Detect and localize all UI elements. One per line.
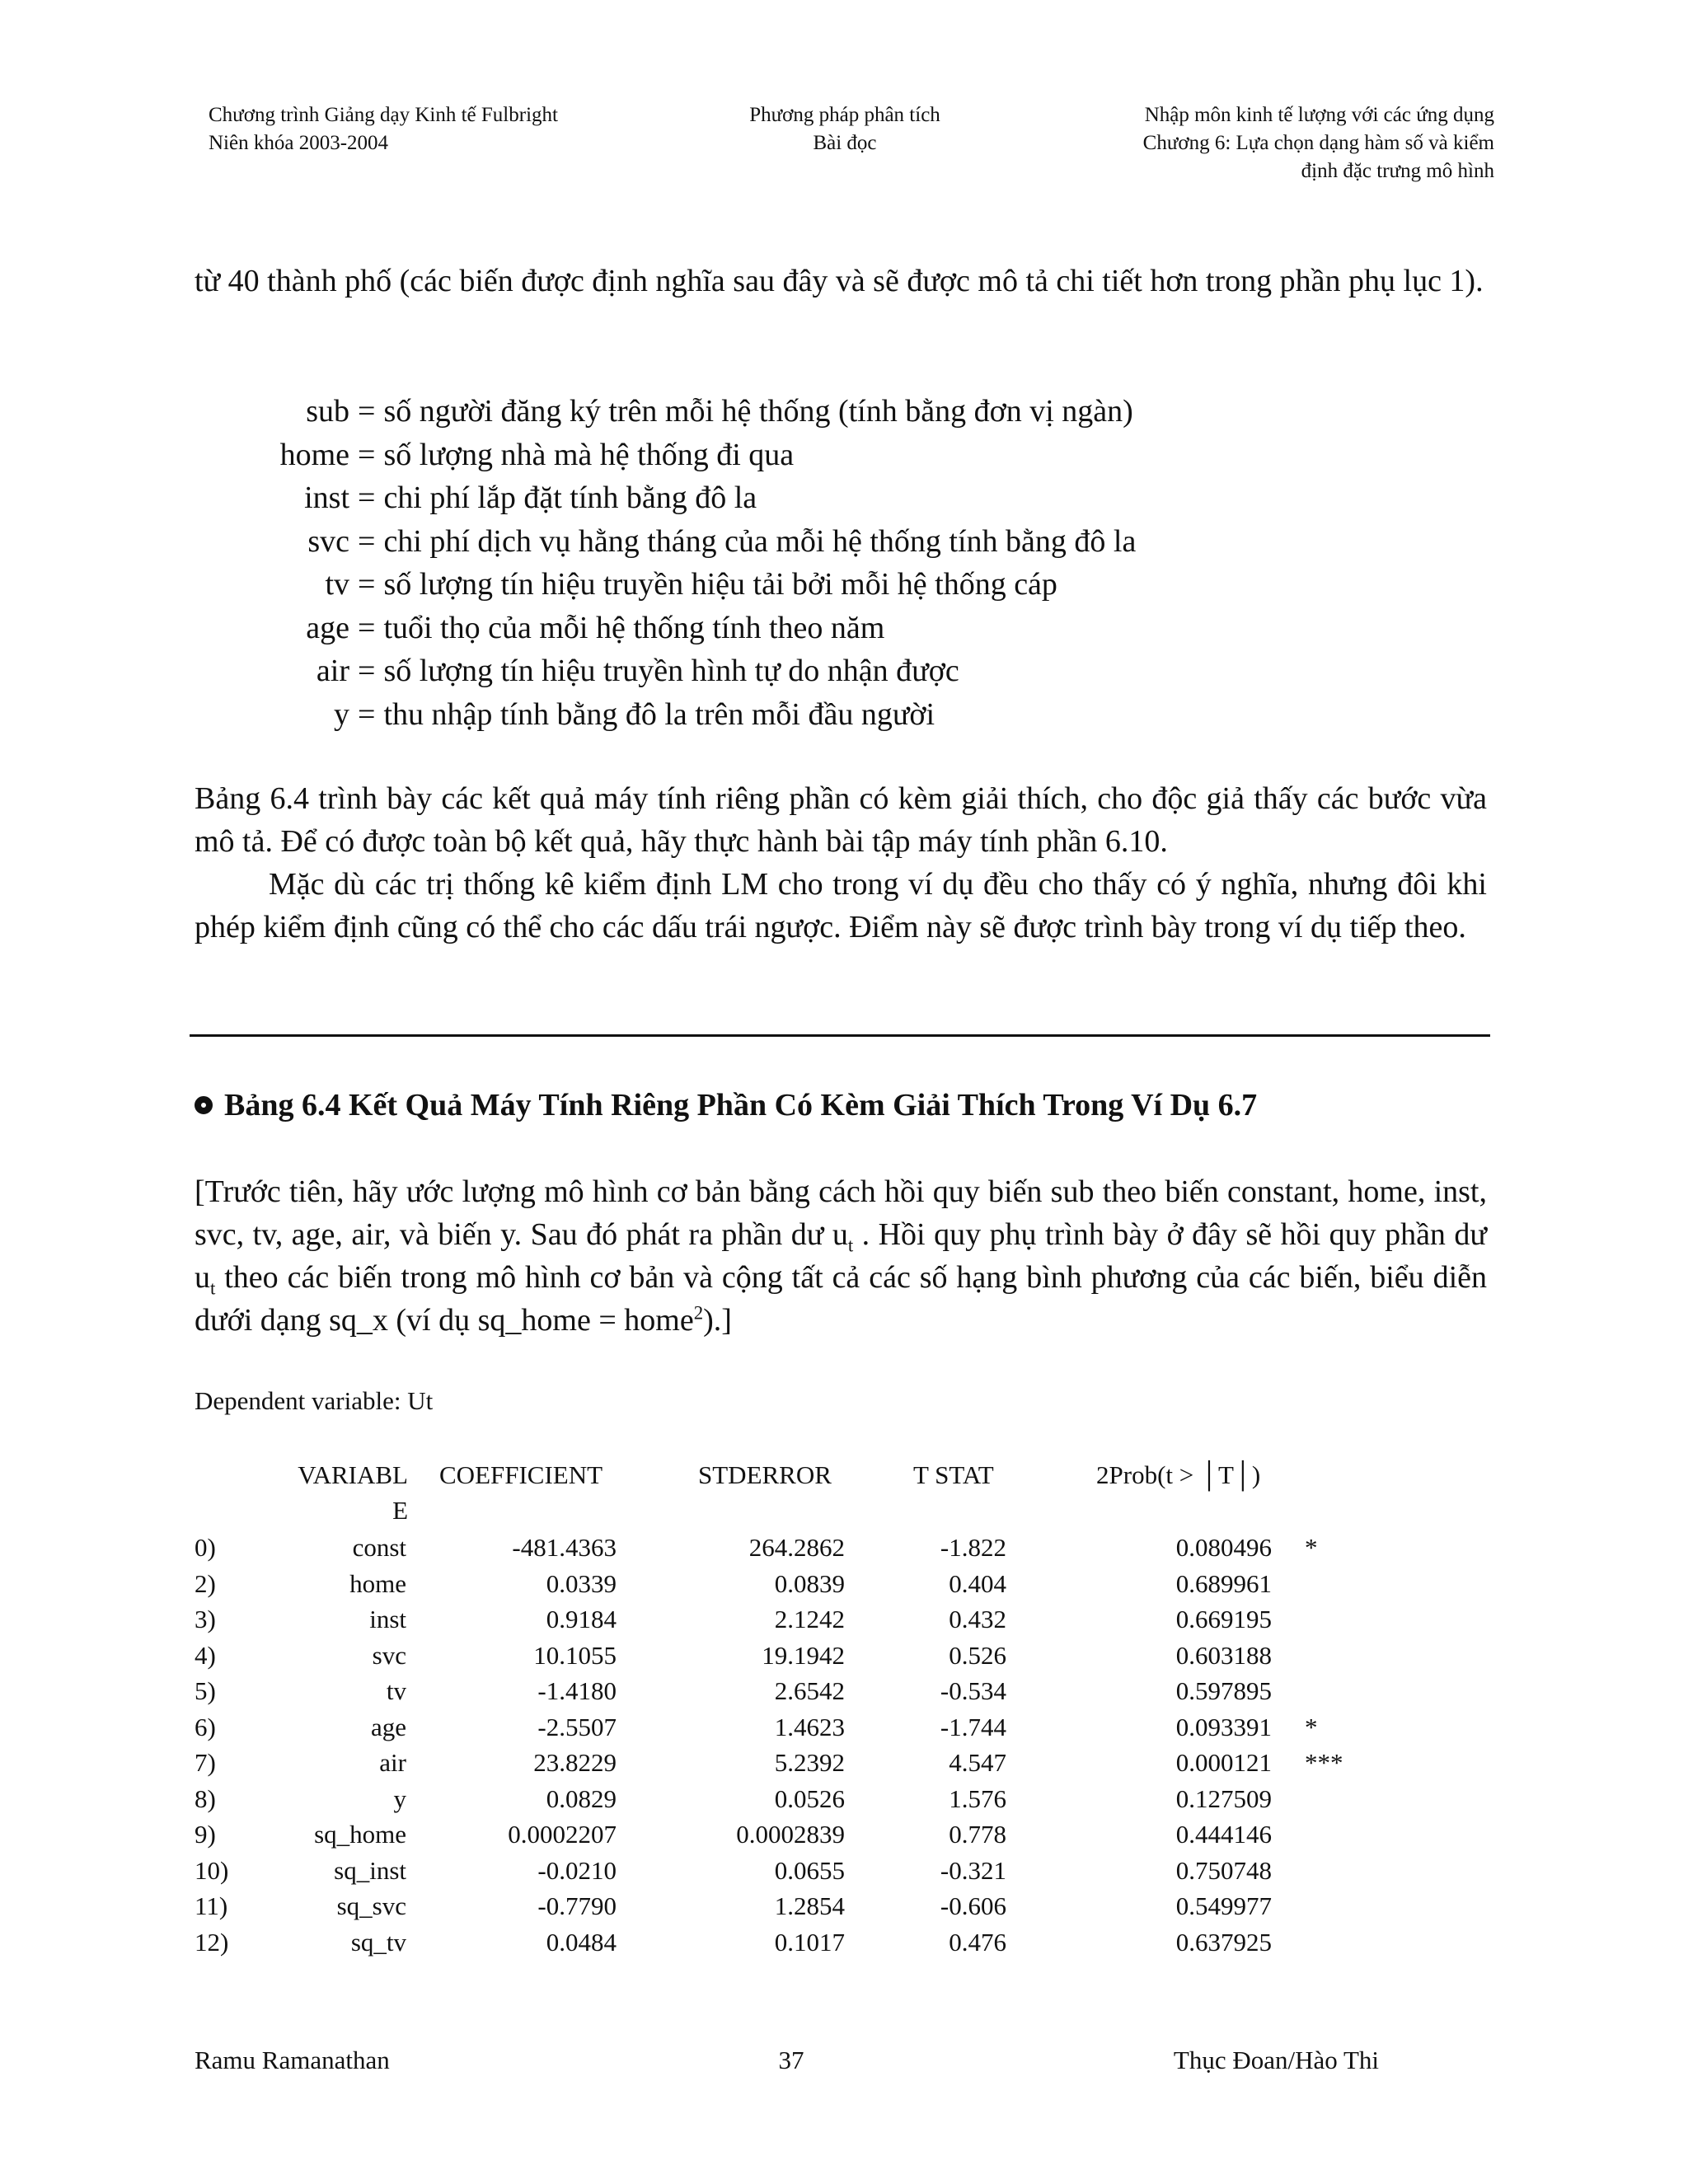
tstat-value: 0.404 [949, 1568, 1006, 1598]
note-text-3: theo các biến trong mô hình cơ bản và cộng tất cả các số hạng bình phương của các biến, biểu diễn dưới dạng sq_x (ví dụ sq_home = home [195, 1260, 1487, 1338]
row-index: 5) [195, 1676, 216, 1705]
row-index: 2) [195, 1568, 216, 1598]
variable-name: svc [372, 1640, 406, 1670]
definition-equals: = [358, 610, 376, 645]
paragraph-table-reference: Bảng 6.4 trình bày các kết quả máy tính riêng phần có kèm giải thích, cho độc giả thấy các bước vừa mô tả. Để có được toàn bộ kết quả, hãy thực hành bài tập máy tính phần 6.10. [195, 781, 1487, 859]
definition-row [195, 520, 1136, 564]
coefficient-value: 0.9184 [546, 1605, 617, 1633]
definition-row [195, 476, 1136, 520]
coefficient-value: 0.0484 [546, 1927, 617, 1957]
row-index: 4) [195, 1640, 216, 1670]
table-title-text: Bảng 6.4 Kết Quả Máy Tính Riêng Phần Có Kèm Giải Thích Trong Ví Dụ 6.7 [224, 1088, 1258, 1122]
variable-name: y [393, 1783, 406, 1813]
significance-marker: * [1305, 1533, 1318, 1562]
stderror-value: 0.0839 [774, 1568, 845, 1598]
coefficient-value: 0.0002207 [508, 1820, 617, 1849]
tstat-value: 0.476 [949, 1927, 1006, 1957]
prob-value: 0.549977 [1175, 1891, 1272, 1920]
definition-equals: = [358, 480, 376, 515]
table-row [0, 1709, 1688, 1746]
prob-value: 0.750748 [1175, 1855, 1272, 1885]
col-header-coefficient: COEFFICIENT [439, 1460, 603, 1489]
definition-description: tuổi thọ của mỗi hệ thống tính theo năm [383, 610, 885, 645]
stderror-value: 0.1017 [774, 1927, 845, 1957]
variable-definitions [195, 390, 1136, 736]
prob-value: 0.080496 [1175, 1533, 1272, 1562]
definition-equals: = [358, 567, 376, 602]
col-header-prob: 2Prob(t > │T│) [1096, 1460, 1261, 1489]
stderror-value: 1.2854 [774, 1891, 845, 1920]
variable-name: const [352, 1533, 406, 1562]
row-index: 6) [195, 1712, 216, 1741]
header-reading: Bài đọc [813, 132, 877, 154]
row-index: 11) [195, 1891, 228, 1920]
coefficient-value: -481.4363 [512, 1533, 617, 1562]
col-header-stderror: STDERROR [698, 1460, 832, 1489]
prob-value: 0.127509 [1175, 1783, 1272, 1813]
table-row [0, 1888, 1688, 1924]
definition-row [195, 649, 1136, 693]
definition-row [195, 434, 1136, 477]
tstat-value: -0.321 [940, 1855, 1006, 1885]
definition-row [195, 693, 1136, 737]
definition-equals: = [358, 696, 376, 732]
row-index: 12) [195, 1927, 229, 1957]
definition-description: chi phí dịch vụ hằng tháng của mỗi hệ thống tính bằng đô la [383, 523, 1137, 559]
footer-author: Ramu Ramanathan [195, 2046, 390, 2074]
header-academic-year: Niên khóa 2003-2004 [209, 132, 389, 154]
definition-description: số lượng tín hiệu truyền hình tự do nhận được [383, 654, 959, 688]
header-book-title: Nhập môn kinh tế lượng với các ứng dụng [1144, 104, 1494, 126]
definition-variable: svc [307, 523, 349, 559]
definition-equals: = [358, 654, 376, 688]
table-row [0, 1638, 1688, 1674]
significance-marker: * [1305, 1712, 1318, 1741]
definition-variable: home [279, 437, 349, 472]
definition-description: thu nhập tính bằng đô la trên mỗi đầu người [383, 696, 935, 732]
definition-variable: sub [306, 394, 349, 429]
variable-name: home [349, 1568, 406, 1598]
stderror-value: 0.0526 [774, 1783, 845, 1813]
variable-name: age [370, 1712, 406, 1741]
variable-name: sq_svc [336, 1891, 406, 1920]
note-text-1: [Trước tiên, hãy ước lượng mô hình cơ bản bằng cách hồi quy biến sub theo biến constant, home, inst, svc, tv, age, air, và biến y. Sau đó phát ra phần dư u [195, 1174, 1487, 1252]
prob-value: 0.597895 [1175, 1676, 1272, 1705]
header-chapter-cont: định đặc trưng mô hình [1301, 160, 1494, 182]
definition-equals: = [358, 394, 376, 429]
coefficient-value: 0.0829 [546, 1783, 617, 1813]
header-left [209, 101, 558, 157]
stderror-value: 0.0002839 [736, 1820, 845, 1849]
tstat-value: -0.606 [940, 1891, 1006, 1920]
note-text-4: ).] [703, 1303, 732, 1338]
definition-row [195, 563, 1136, 607]
tstat-value: -1.822 [940, 1533, 1006, 1562]
table-row [0, 1566, 1688, 1602]
row-index: 3) [195, 1605, 216, 1633]
tstat-value: 0.432 [949, 1605, 1006, 1633]
prob-value: 0.444146 [1175, 1820, 1272, 1849]
header-course: Phương pháp phân tích [749, 104, 940, 126]
regression-table [0, 1530, 1688, 1975]
table-row [0, 1673, 1688, 1709]
definition-description: số lượng nhà mà hệ thống đi qua [383, 437, 795, 472]
row-index: 8) [195, 1783, 216, 1813]
coefficient-value: -0.0210 [537, 1855, 617, 1885]
variable-name: inst [369, 1605, 406, 1633]
col-header-tstat: T STAT [913, 1460, 994, 1489]
coefficient-value: -2.5507 [537, 1712, 617, 1741]
header-chapter: Chương 6: Lựa chọn dạng hàm số và kiểm [1142, 132, 1494, 154]
tstat-value: -1.744 [940, 1712, 1006, 1741]
prob-value: 0.669195 [1175, 1605, 1272, 1633]
paragraph-lm-test-text: Mặc dù các trị thống kê kiểm định LM cho trong ví dụ đều cho thấy có ý nghĩa, nhưng đôi khi phép kiểm định cũng có thể cho các dấu trái ngược. Điểm này sẽ được trình bày trong ví dụ tiếp theo. [195, 867, 1487, 944]
prob-value: 0.689961 [1175, 1568, 1272, 1598]
header-middle [709, 101, 981, 157]
tstat-value: 1.576 [949, 1783, 1006, 1813]
table-row [0, 1853, 1688, 1889]
note-subscript-2: t [210, 1277, 216, 1299]
variable-name: air [379, 1748, 406, 1777]
tstat-value: -0.534 [940, 1676, 1006, 1705]
section-divider [190, 1034, 1490, 1037]
col-header-variable-line2: E [392, 1496, 408, 1525]
prob-value: 0.603188 [1175, 1640, 1272, 1670]
table-row [0, 1781, 1688, 1817]
row-index: 7) [195, 1748, 216, 1777]
coefficient-value: 10.1055 [533, 1640, 617, 1670]
definition-description: số lượng tín hiệu truyền hiệu tải bởi mỗi hệ thống cáp [383, 567, 1057, 602]
stderror-value: 2.1242 [774, 1605, 845, 1633]
variable-name: sq_inst [334, 1855, 406, 1885]
significance-marker: *** [1305, 1748, 1343, 1777]
definition-row [195, 390, 1136, 434]
bullet-icon [195, 1096, 213, 1114]
coefficient-value: 0.0339 [546, 1568, 617, 1598]
coefficient-value: 23.8229 [533, 1748, 617, 1777]
prob-value: 0.093391 [1175, 1712, 1272, 1741]
stderror-value: 2.6542 [774, 1676, 845, 1705]
definition-equals: = [358, 523, 376, 559]
note-superscript: 2 [693, 1302, 704, 1324]
definition-row [195, 607, 1136, 650]
prob-value: 0.637925 [1175, 1927, 1272, 1957]
header-program: Chương trình Giảng dạy Kinh tế Fulbright [209, 104, 558, 126]
table-row [0, 1530, 1688, 1566]
prob-value: 0.000121 [1175, 1748, 1272, 1777]
definition-variable: air [316, 654, 349, 688]
definition-variable: inst [304, 480, 349, 515]
paragraph-lm-test [195, 863, 1487, 949]
col-header-variable [283, 1457, 408, 1528]
table-title [195, 1084, 1257, 1127]
table-row [0, 1745, 1688, 1781]
variable-name: sq_home [314, 1820, 406, 1849]
row-index: 10) [195, 1855, 229, 1885]
intro-paragraph: từ 40 thành phố (các biến được định nghĩa sau đây và sẽ được mô tả chi tiết hơn trong phần phụ lục 1). [195, 264, 1484, 298]
definition-equals: = [358, 437, 376, 472]
coefficient-value: -1.4180 [537, 1676, 617, 1705]
definition-variable: y [334, 696, 349, 732]
stderror-value: 264.2862 [748, 1533, 845, 1562]
stderror-value: 0.0655 [774, 1855, 845, 1885]
variable-name: tv [386, 1676, 406, 1705]
note-subscript-1: t [847, 1235, 854, 1256]
stderror-value: 19.1942 [762, 1640, 845, 1670]
coefficient-value: -0.7790 [537, 1891, 617, 1920]
col-header-variable-line1: VARIABL [298, 1460, 408, 1489]
table-note [195, 1170, 1487, 1342]
stderror-value: 1.4623 [774, 1712, 845, 1741]
tstat-value: 4.547 [949, 1748, 1006, 1777]
table-row [0, 1924, 1688, 1961]
tstat-value: 0.778 [949, 1820, 1006, 1849]
dependent-variable-label: Dependent variable: Ut [195, 1386, 434, 1415]
definition-description: chi phí lắp đặt tính bằng đô la [383, 480, 757, 515]
table-row [0, 1816, 1688, 1853]
tstat-value: 0.526 [949, 1640, 1006, 1670]
table-row [0, 1601, 1688, 1638]
page-number: 37 [778, 2046, 804, 2074]
definition-variable: tv [325, 567, 349, 602]
note-text-2: . Hồi quy phụ trình bày ở đây sẽ hồi quy phần dư u [195, 1217, 1487, 1295]
row-index: 9) [195, 1820, 216, 1849]
footer-translators: Thục Đoan/Hào Thi [1173, 2046, 1379, 2074]
variable-name: sq_tv [350, 1927, 406, 1957]
header-right [1143, 101, 1494, 185]
row-index: 0) [195, 1533, 216, 1562]
explanation-paragraph [195, 777, 1487, 949]
definition-variable: age [306, 610, 349, 645]
definition-description: số người đăng ký trên mỗi hệ thống (tính bằng đơn vị ngàn) [383, 394, 1133, 429]
stderror-value: 5.2392 [774, 1748, 845, 1777]
